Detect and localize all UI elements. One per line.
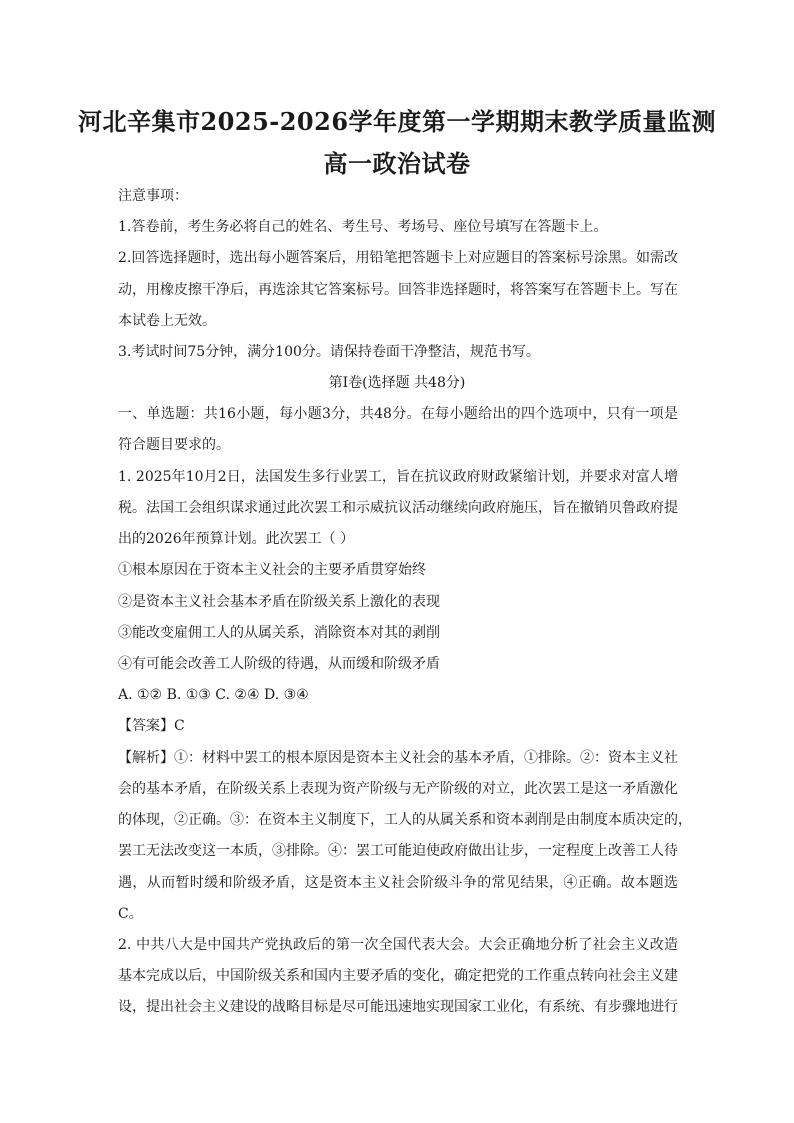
note-item-3: 3.考试时间75分钟，满分100分。请保持卷面干净整洁，规范书写。 xyxy=(118,344,540,360)
part1-instruction-line-1: 一、单选题：共16小题，每小题3分，共48分。在每小题给出的四个选项中，只有一项是 xyxy=(118,406,678,422)
note-item-2-line-2: 动，用橡皮擦干净后，再选涂其它答案标号。回答非选择题时，将答案写在答题卡上。写在 xyxy=(118,282,678,298)
notes-heading: 注意事项： xyxy=(118,188,188,204)
q1-choices: A. ①② B. ①③ C. ②④ D. ③④ xyxy=(118,687,309,703)
q2-stem-line-3: 设，提出社会主义建设的战略目标是尽可能迅速地实现国家工业化，有系统、有步骤地进行 xyxy=(118,999,678,1015)
note-item-2-line-1: 2.回答选择题时，选出每小题答案后，用铅笔把答题卡上对应题目的答案标号涂黑。如需改 xyxy=(118,250,678,266)
q1-explanation-line-5: 遇，从而暂时缓和阶级矛盾，这是资本主义社会阶级斗争的常见结果，④正确。故本题选 xyxy=(118,875,678,891)
q1-stem-line-3: 出的2026年预算计划。此次罢工（ ） xyxy=(118,531,355,547)
note-item-2-line-3: 本试卷上无效。 xyxy=(118,313,216,329)
q1-option-3: ③能改变雇佣工人的从属关系，消除资本对其的剥削 xyxy=(118,625,440,641)
note-item-1: 1.答卷前，考生务必将自己的姓名、考生号、考场号、座位号填写在答题卡上。 xyxy=(118,219,608,235)
q1-explanation-line-3: 的体现，②正确。③：在资本主义制度下，工人的从属关系和资本剥削是由制度本质决定的， xyxy=(118,812,692,828)
q1-explanation-line-2: 会的基本矛盾，在阶级关系上表现为资产阶级与无产阶级的对立，此次罢工是这一矛盾激化 xyxy=(118,781,678,797)
q1-option-1: ①根本原因在于资本主义社会的主要矛盾贯穿始终 xyxy=(118,562,426,578)
exam-subtitle: 高一政治试卷 xyxy=(323,149,471,178)
q1-explanation-line-6: C。 xyxy=(118,906,143,922)
part1-instruction-line-2: 符合题目要求的。 xyxy=(118,437,230,453)
q1-answer: 【答案】C xyxy=(118,718,185,734)
q1-explanation-line-1: 【解析】①：材料中罢工的根本原因是资本主义社会的基本矛盾，①排除。②：资本主义社 xyxy=(118,750,678,766)
exam-title: 河北辛集市2025-2026学年度第一学期期末教学质量监测 xyxy=(77,107,717,136)
q2-stem-line-2: 基本完成以后，中国阶级关系和国内主要矛盾的变化，确定把党的工作重点转向社会主义建 xyxy=(118,968,678,984)
q1-option-2: ②是资本主义社会基本矛盾在阶级关系上激化的表现 xyxy=(118,594,440,610)
q2-stem-line-1: 2. 中共八大是中国共产党执政后的第一次全国代表大会。大会正确地分析了社会主义改造 xyxy=(118,937,678,953)
q1-stem-line-1: 1. 2025年10月2日，法国发生多行业罢工，旨在抗议政府财政紧缩计划，并要求对富人增 xyxy=(118,469,678,485)
q1-stem-line-2: 税。法国工会组织谋求通过此次罢工和示威抗议活动继续向政府施压，旨在撤销贝鲁政府提 xyxy=(118,500,678,516)
q1-explanation-line-4: 罢工无法改变这一本质，③排除。④：罢工可能迫使政府做出让步，一定程度上改善工人待 xyxy=(118,843,678,859)
part1-heading: 第Ⅰ卷(选择题 共48分) xyxy=(328,375,466,391)
q1-option-4: ④有可能会改善工人阶级的待遇，从而缓和阶级矛盾 xyxy=(118,656,440,672)
